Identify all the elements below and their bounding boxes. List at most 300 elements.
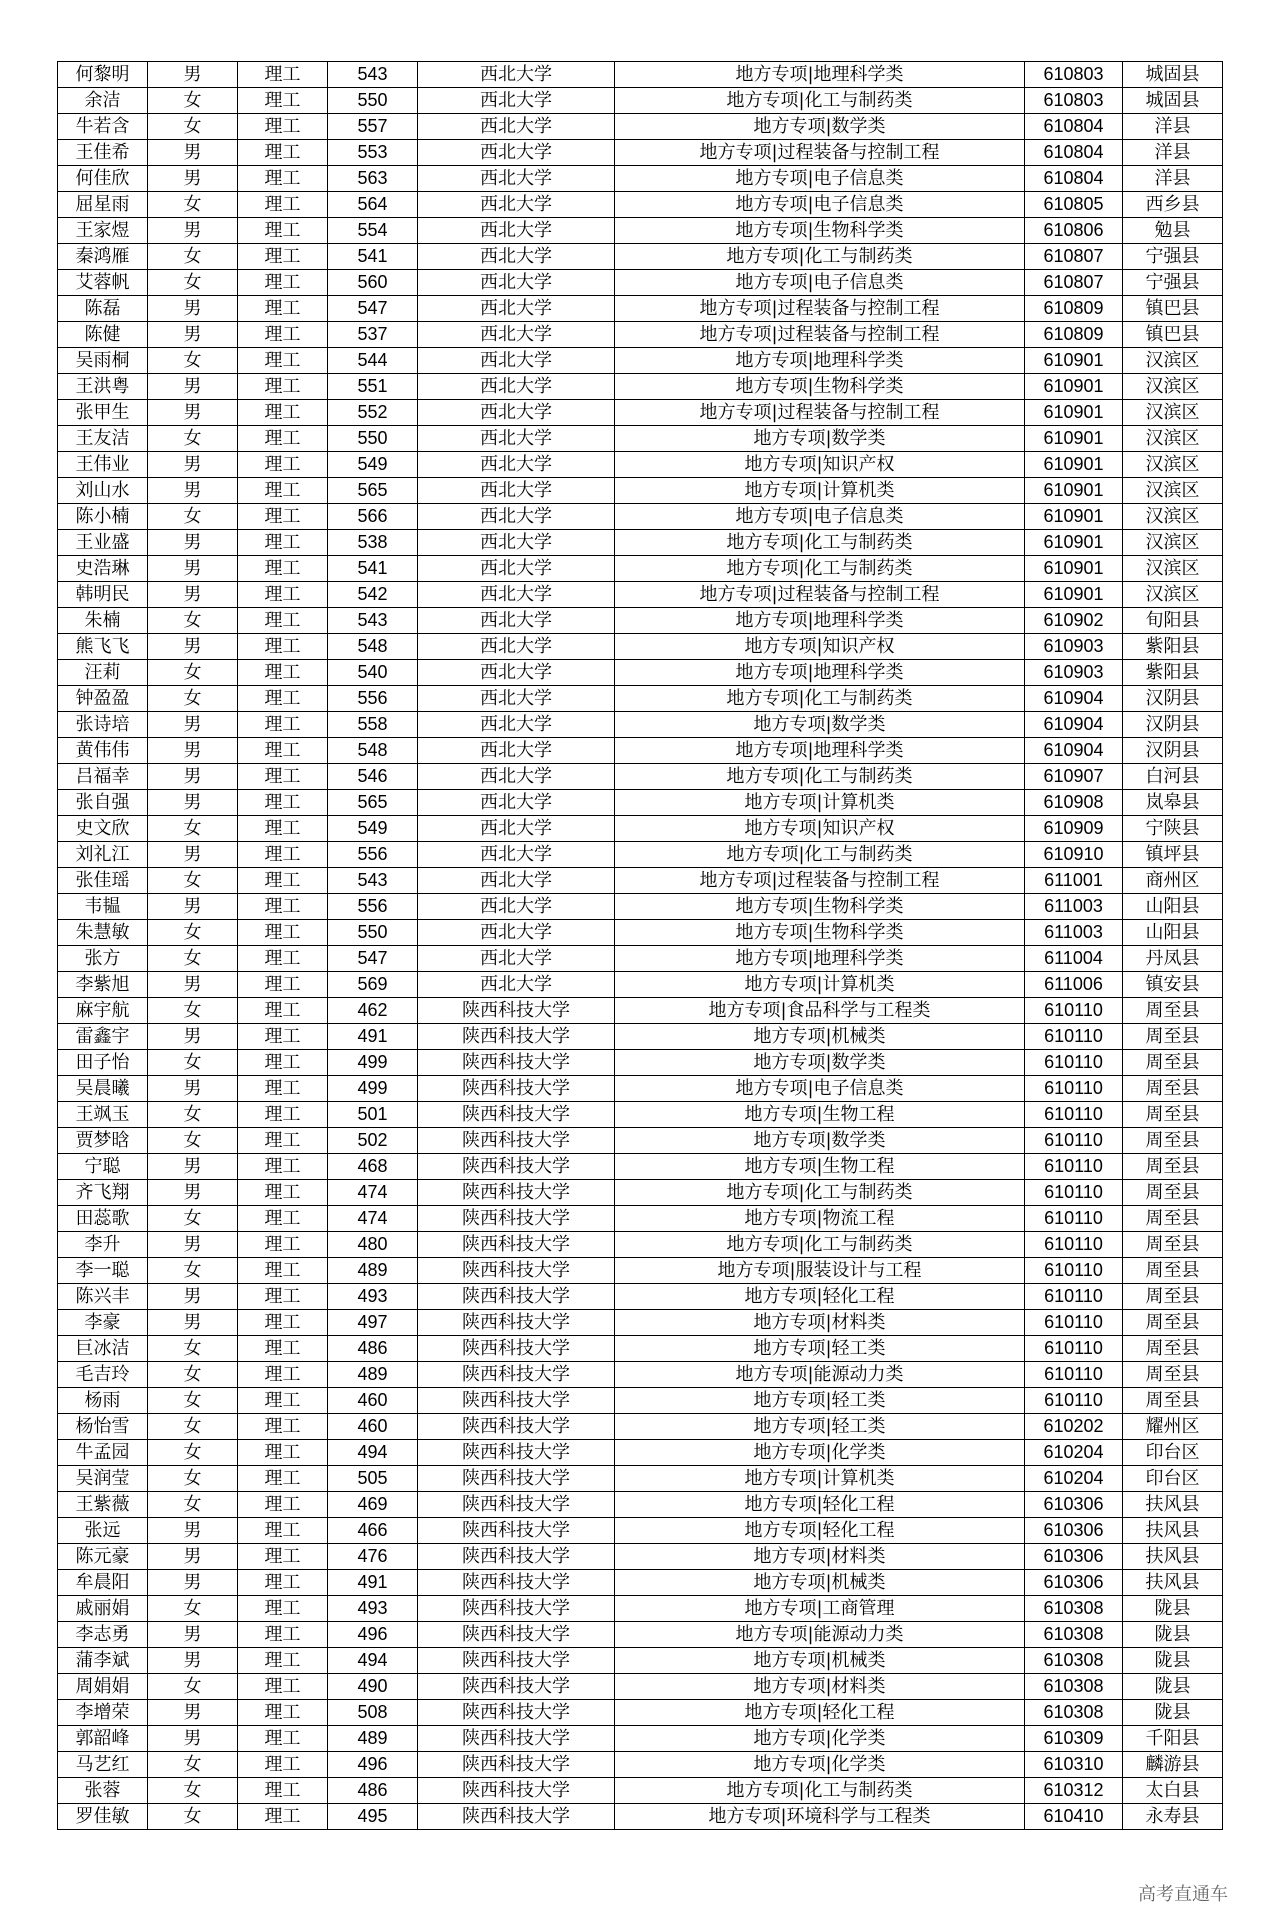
cell-gender: 女 [148,1362,238,1388]
cell-name: 巨冰洁 [58,1336,148,1362]
cell-program: 地方专项|化学类 [615,1440,1025,1466]
cell-category: 理工 [238,140,328,166]
cell-name: 张方 [58,946,148,972]
cell-university: 陕西科技大学 [418,1128,615,1154]
cell-name: 王业盛 [58,530,148,556]
cell-gender: 女 [148,998,238,1024]
cell-county: 扶风县 [1123,1544,1223,1570]
cell-score: 569 [328,972,418,998]
cell-category: 理工 [238,738,328,764]
cell-area-code: 610803 [1025,62,1123,88]
cell-category: 理工 [238,712,328,738]
cell-score: 547 [328,946,418,972]
cell-gender: 女 [148,1778,238,1804]
cell-gender: 女 [148,426,238,452]
cell-name: 王家煜 [58,218,148,244]
cell-score: 490 [328,1674,418,1700]
table-row [58,1648,1223,1674]
cell-gender: 男 [148,1024,238,1050]
cell-program: 地方专项|计算机类 [615,478,1025,504]
cell-program: 地方专项|化工与制药类 [615,1232,1025,1258]
cell-gender: 男 [148,1076,238,1102]
cell-score: 556 [328,686,418,712]
cell-county: 周至县 [1123,1102,1223,1128]
table-row [58,946,1223,972]
table-row [58,1180,1223,1206]
cell-score: 549 [328,452,418,478]
table-row [58,764,1223,790]
cell-university: 西北大学 [418,270,615,296]
cell-name: 屈星雨 [58,192,148,218]
cell-program: 地方专项|化工与制药类 [615,686,1025,712]
cell-university: 陕西科技大学 [418,1362,615,1388]
cell-gender: 女 [148,192,238,218]
cell-program: 地方专项|轻工类 [615,1414,1025,1440]
admission-table [57,61,1223,1830]
table-row [58,1778,1223,1804]
cell-name: 张远 [58,1518,148,1544]
cell-university: 西北大学 [418,660,615,686]
table-row [58,140,1223,166]
cell-university: 西北大学 [418,920,615,946]
cell-gender: 女 [148,816,238,842]
cell-score: 543 [328,62,418,88]
cell-university: 西北大学 [418,348,615,374]
cell-name: 陈磊 [58,296,148,322]
cell-county: 周至县 [1123,1076,1223,1102]
cell-county: 汉滨区 [1123,452,1223,478]
cell-county: 宁陕县 [1123,816,1223,842]
cell-gender: 女 [148,88,238,114]
cell-score: 541 [328,556,418,582]
table-row [58,1492,1223,1518]
cell-program: 地方专项|服装设计与工程 [615,1258,1025,1284]
cell-county: 印台区 [1123,1440,1223,1466]
cell-university: 西北大学 [418,972,615,998]
cell-area-code: 610901 [1025,348,1123,374]
table-row [58,530,1223,556]
table-row [58,1466,1223,1492]
cell-county: 扶风县 [1123,1518,1223,1544]
cell-county: 洋县 [1123,140,1223,166]
cell-university: 陕西科技大学 [418,1466,615,1492]
cell-name: 吴晨曦 [58,1076,148,1102]
table-row [58,920,1223,946]
cell-score: 547 [328,296,418,322]
cell-county: 周至县 [1123,1362,1223,1388]
cell-score: 466 [328,1518,418,1544]
cell-category: 理工 [238,608,328,634]
cell-university: 西北大学 [418,478,615,504]
cell-area-code: 611001 [1025,868,1123,894]
cell-area-code: 610306 [1025,1544,1123,1570]
cell-county: 周至县 [1123,998,1223,1024]
cell-gender: 男 [148,1544,238,1570]
table-row [58,1128,1223,1154]
cell-category: 理工 [238,946,328,972]
table-row [58,972,1223,998]
cell-county: 汉阴县 [1123,738,1223,764]
cell-program: 地方专项|过程装备与控制工程 [615,140,1025,166]
cell-category: 理工 [238,1284,328,1310]
cell-university: 陕西科技大学 [418,1648,615,1674]
cell-county: 汉滨区 [1123,530,1223,556]
cell-area-code: 610204 [1025,1466,1123,1492]
table-row [58,1518,1223,1544]
cell-county: 西乡县 [1123,192,1223,218]
cell-program: 地方专项|化学类 [615,1726,1025,1752]
cell-university: 陕西科技大学 [418,1492,615,1518]
cell-county: 丹凤县 [1123,946,1223,972]
cell-gender: 男 [148,218,238,244]
cell-name: 艾蓉帆 [58,270,148,296]
cell-gender: 男 [148,400,238,426]
cell-university: 西北大学 [418,244,615,270]
cell-area-code: 610909 [1025,816,1123,842]
table-row [58,582,1223,608]
table-row [58,842,1223,868]
cell-county: 扶风县 [1123,1492,1223,1518]
cell-area-code: 610806 [1025,218,1123,244]
cell-area-code: 610904 [1025,712,1123,738]
cell-county: 镇坪县 [1123,842,1223,868]
table-row [58,218,1223,244]
cell-category: 理工 [238,1674,328,1700]
cell-program: 地方专项|化工与制药类 [615,556,1025,582]
cell-name: 刘礼江 [58,842,148,868]
cell-category: 理工 [238,1102,328,1128]
cell-gender: 女 [148,348,238,374]
cell-gender: 男 [148,452,238,478]
cell-county: 周至县 [1123,1388,1223,1414]
cell-county: 汉滨区 [1123,478,1223,504]
cell-county: 汉滨区 [1123,556,1223,582]
cell-program: 地方专项|化工与制药类 [615,1778,1025,1804]
cell-category: 理工 [238,166,328,192]
cell-university: 西北大学 [418,738,615,764]
cell-category: 理工 [238,1570,328,1596]
cell-university: 西北大学 [418,686,615,712]
cell-gender: 男 [148,1622,238,1648]
table-row [58,738,1223,764]
cell-score: 508 [328,1700,418,1726]
cell-score: 537 [328,322,418,348]
cell-university: 西北大学 [418,634,615,660]
cell-program: 地方专项|生物科学类 [615,218,1025,244]
cell-score: 462 [328,998,418,1024]
cell-name: 钟盈盈 [58,686,148,712]
cell-category: 理工 [238,244,328,270]
cell-program: 地方专项|生物科学类 [615,374,1025,400]
cell-county: 周至县 [1123,1232,1223,1258]
cell-area-code: 610807 [1025,244,1123,270]
cell-university: 西北大学 [418,296,615,322]
cell-category: 理工 [238,920,328,946]
cell-gender: 男 [148,1180,238,1206]
table-row [58,88,1223,114]
cell-name: 马艺红 [58,1752,148,1778]
cell-university: 陕西科技大学 [418,1440,615,1466]
cell-gender: 男 [148,1648,238,1674]
table-row [58,1154,1223,1180]
cell-gender: 男 [148,634,238,660]
cell-category: 理工 [238,296,328,322]
cell-name: 张甲生 [58,400,148,426]
cell-name: 郭韶峰 [58,1726,148,1752]
cell-area-code: 610308 [1025,1674,1123,1700]
cell-county: 周至县 [1123,1050,1223,1076]
cell-program: 地方专项|材料类 [615,1544,1025,1570]
cell-category: 理工 [238,868,328,894]
cell-name: 余洁 [58,88,148,114]
cell-area-code: 611003 [1025,894,1123,920]
cell-score: 497 [328,1310,418,1336]
cell-category: 理工 [238,1362,328,1388]
cell-university: 陕西科技大学 [418,1180,615,1206]
cell-score: 474 [328,1206,418,1232]
cell-category: 理工 [238,1700,328,1726]
cell-category: 理工 [238,972,328,998]
cell-program: 地方专项|生物工程 [615,1154,1025,1180]
cell-program: 地方专项|化工与制药类 [615,842,1025,868]
cell-university: 陕西科技大学 [418,1804,615,1830]
cell-gender: 男 [148,1310,238,1336]
cell-program: 地方专项|电子信息类 [615,504,1025,530]
cell-program: 地方专项|化工与制药类 [615,764,1025,790]
cell-county: 白河县 [1123,764,1223,790]
cell-gender: 男 [148,478,238,504]
cell-area-code: 610901 [1025,556,1123,582]
cell-name: 李志勇 [58,1622,148,1648]
cell-gender: 女 [148,1440,238,1466]
cell-area-code: 610804 [1025,166,1123,192]
cell-university: 西北大学 [418,140,615,166]
cell-category: 理工 [238,686,328,712]
cell-gender: 男 [148,62,238,88]
cell-score: 495 [328,1804,418,1830]
cell-name: 戚丽娟 [58,1596,148,1622]
cell-area-code: 610110 [1025,1362,1123,1388]
cell-program: 地方专项|知识产权 [615,634,1025,660]
cell-area-code: 610110 [1025,998,1123,1024]
cell-university: 陕西科技大学 [418,1206,615,1232]
cell-county: 城固县 [1123,88,1223,114]
cell-area-code: 610110 [1025,1206,1123,1232]
cell-score: 542 [328,582,418,608]
cell-program: 地方专项|材料类 [615,1310,1025,1336]
table-row [58,556,1223,582]
cell-area-code: 610809 [1025,322,1123,348]
cell-name: 朱楠 [58,608,148,634]
cell-county: 汉滨区 [1123,400,1223,426]
cell-gender: 女 [148,686,238,712]
cell-university: 西北大学 [418,868,615,894]
cell-program: 地方专项|物流工程 [615,1206,1025,1232]
cell-program: 地方专项|计算机类 [615,1466,1025,1492]
cell-area-code: 610804 [1025,140,1123,166]
cell-name: 罗佳敏 [58,1804,148,1830]
cell-area-code: 610901 [1025,452,1123,478]
table-row [58,1258,1223,1284]
cell-name: 麻宇航 [58,998,148,1024]
cell-gender: 男 [148,712,238,738]
cell-category: 理工 [238,842,328,868]
cell-area-code: 610308 [1025,1596,1123,1622]
cell-name: 吴雨桐 [58,348,148,374]
cell-program: 地方专项|数学类 [615,426,1025,452]
cell-area-code: 610308 [1025,1648,1123,1674]
cell-county: 镇安县 [1123,972,1223,998]
cell-gender: 男 [148,1570,238,1596]
cell-name: 杨怡雪 [58,1414,148,1440]
cell-category: 理工 [238,1492,328,1518]
cell-name: 贾梦晗 [58,1128,148,1154]
cell-area-code: 610803 [1025,88,1123,114]
cell-category: 理工 [238,1310,328,1336]
cell-category: 理工 [238,998,328,1024]
cell-program: 地方专项|数学类 [615,712,1025,738]
cell-name: 毛吉玲 [58,1362,148,1388]
cell-name: 田子怡 [58,1050,148,1076]
cell-program: 地方专项|数学类 [615,114,1025,140]
table-row [58,1232,1223,1258]
cell-gender: 女 [148,1752,238,1778]
cell-name: 刘山水 [58,478,148,504]
cell-county: 商州区 [1123,868,1223,894]
cell-name: 陈健 [58,322,148,348]
cell-university: 陕西科技大学 [418,1310,615,1336]
cell-score: 494 [328,1648,418,1674]
cell-name: 齐飞翔 [58,1180,148,1206]
cell-score: 486 [328,1778,418,1804]
cell-score: 540 [328,660,418,686]
cell-category: 理工 [238,452,328,478]
cell-county: 扶风县 [1123,1570,1223,1596]
cell-gender: 男 [148,296,238,322]
cell-score: 556 [328,894,418,920]
cell-university: 陕西科技大学 [418,1596,615,1622]
cell-university: 陕西科技大学 [418,1726,615,1752]
cell-area-code: 610310 [1025,1752,1123,1778]
cell-university: 西北大学 [418,608,615,634]
cell-program: 地方专项|知识产权 [615,452,1025,478]
cell-county: 周至县 [1123,1180,1223,1206]
cell-category: 理工 [238,114,328,140]
cell-program: 地方专项|电子信息类 [615,192,1025,218]
table-row [58,1440,1223,1466]
cell-university: 陕西科技大学 [418,1050,615,1076]
cell-area-code: 610807 [1025,270,1123,296]
cell-university: 西北大学 [418,88,615,114]
cell-category: 理工 [238,1440,328,1466]
cell-name: 韦韫 [58,894,148,920]
cell-county: 勉县 [1123,218,1223,244]
cell-category: 理工 [238,1518,328,1544]
cell-category: 理工 [238,634,328,660]
cell-area-code: 610910 [1025,842,1123,868]
cell-program: 地方专项|数学类 [615,1050,1025,1076]
cell-score: 496 [328,1622,418,1648]
cell-program: 地方专项|知识产权 [615,816,1025,842]
cell-name: 李升 [58,1232,148,1258]
table-row [58,322,1223,348]
cell-name: 杨雨 [58,1388,148,1414]
table-row [58,1752,1223,1778]
cell-area-code: 610309 [1025,1726,1123,1752]
table-row [58,1622,1223,1648]
cell-score: 489 [328,1258,418,1284]
cell-university: 陕西科技大学 [418,1700,615,1726]
table-row [58,1726,1223,1752]
cell-program: 地方专项|能源动力类 [615,1362,1025,1388]
cell-area-code: 610907 [1025,764,1123,790]
cell-gender: 女 [148,1388,238,1414]
cell-gender: 女 [148,1596,238,1622]
cell-score: 550 [328,88,418,114]
cell-county: 城固县 [1123,62,1223,88]
cell-category: 理工 [238,1206,328,1232]
cell-score: 565 [328,790,418,816]
cell-university: 西北大学 [418,218,615,244]
cell-name: 朱慧敏 [58,920,148,946]
table-row [58,1700,1223,1726]
table-row [58,1336,1223,1362]
cell-university: 西北大学 [418,192,615,218]
cell-program: 地方专项|机械类 [615,1570,1025,1596]
table-row [58,998,1223,1024]
cell-category: 理工 [238,660,328,686]
cell-university: 西北大学 [418,504,615,530]
cell-score: 550 [328,426,418,452]
cell-area-code: 610306 [1025,1518,1123,1544]
cell-gender: 女 [148,1258,238,1284]
cell-county: 陇县 [1123,1596,1223,1622]
cell-area-code: 610110 [1025,1232,1123,1258]
cell-category: 理工 [238,894,328,920]
table-row [58,1076,1223,1102]
cell-county: 洋县 [1123,166,1223,192]
cell-gender: 女 [148,868,238,894]
cell-score: 546 [328,764,418,790]
cell-area-code: 610306 [1025,1492,1123,1518]
table-row [58,1570,1223,1596]
cell-county: 紫阳县 [1123,660,1223,686]
cell-score: 469 [328,1492,418,1518]
cell-score: 486 [328,1336,418,1362]
cell-county: 宁强县 [1123,244,1223,270]
cell-university: 陕西科技大学 [418,1388,615,1414]
cell-area-code: 610110 [1025,1336,1123,1362]
table-row [58,816,1223,842]
cell-county: 洋县 [1123,114,1223,140]
cell-score: 480 [328,1232,418,1258]
cell-name: 李一聪 [58,1258,148,1284]
cell-county: 陇县 [1123,1648,1223,1674]
cell-gender: 女 [148,1414,238,1440]
cell-name: 蒲李斌 [58,1648,148,1674]
table-row [58,1596,1223,1622]
cell-area-code: 610901 [1025,400,1123,426]
cell-program: 地方专项|工商管理 [615,1596,1025,1622]
cell-university: 西北大学 [418,790,615,816]
cell-program: 地方专项|化工与制药类 [615,88,1025,114]
table-row [58,686,1223,712]
cell-program: 地方专项|材料类 [615,1674,1025,1700]
cell-gender: 女 [148,1336,238,1362]
cell-county: 旬阳县 [1123,608,1223,634]
cell-gender: 女 [148,1050,238,1076]
cell-area-code: 610110 [1025,1024,1123,1050]
